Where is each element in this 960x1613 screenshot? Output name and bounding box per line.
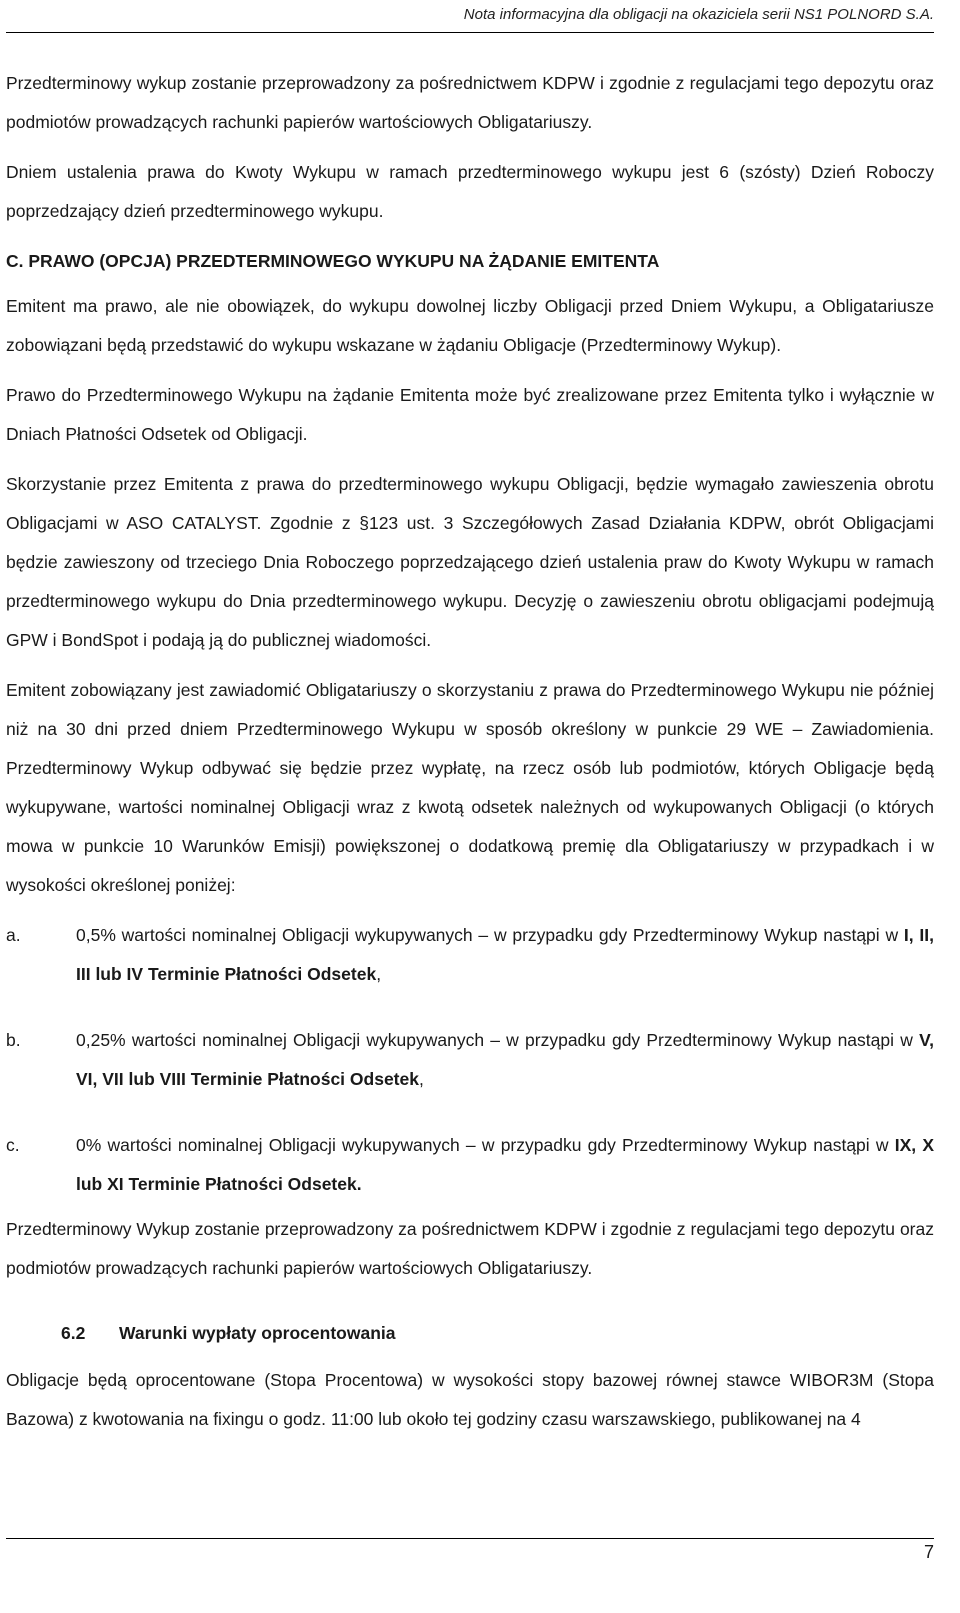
paragraph-interest-payment-days: Prawo do Przedterminowego Wykupu na żądanie Emitenta może być zrealizowane przez Emitenta tylko i wyłącznie w Dniach Płatności Odsetek od Obligacji.	[6, 385, 934, 444]
list-marker: c.	[6, 1135, 20, 1155]
list-item-tail: ,	[376, 964, 382, 984]
paragraph-early-redemption-kdpw: Przedterminowy wykup zostanie przeprowadzony za pośrednictwem KDPW i zgodnie z regulacjami tego depozytu oraz podmiotów prowadzących rachunki papierów wartościowych Obligatariuszy.	[6, 73, 934, 132]
list-marker: b.	[6, 1030, 21, 1050]
paragraph-interest-rate: Obligacje będą oprocentowane (Stopa Procentowa) w wysokości stopy bazowej równej stawce WIBOR3M (Stopa Bazowa) z kwotowania na fixingu o godz. 11:00 lub około tej godziny czasu warszawskiego, publikowanej na 4	[6, 1370, 934, 1429]
list-item-tail: ,	[418, 1069, 424, 1089]
list-item-bold: V, VI, VII lub VIII Terminie Płatności Odsetek	[76, 1030, 934, 1089]
list-item	[6, 1021, 934, 1099]
list-item-bold: I, II, III lub IV Terminie Płatności Odsetek	[76, 925, 934, 984]
list-item-bold: IX, X lub XI Terminie Płatności Odsetek.	[76, 1135, 934, 1194]
paragraph-issuer-right: Emitent ma prawo, ale nie obowiązek, do wykupu dowolnej liczby Obligacji przed Dniem Wykupu, a Obligatariusze zobowiązani będą przedstawić do wykupu wskazane w żądaniu Obligacje (Przedterminowy Wykup).	[6, 296, 934, 355]
running-header: Nota informacyjna dla obligacji na okaziciela serii NS1 POLNORD S.A.	[463, 6, 934, 23]
list-item-text: 0% wartości nominalnej Obligacji wykupywanych – w przypadku gdy Przedterminowy Wykup nastąpi w	[76, 1135, 895, 1155]
document-body	[6, 64, 934, 1450]
header-divider	[6, 32, 934, 33]
premium-list	[6, 916, 934, 1204]
list-marker: a.	[6, 925, 21, 945]
subsection-number: 6.2	[61, 1323, 86, 1343]
list-item-text: 0,5% wartości nominalnej Obligacji wykupywanych – w przypadku gdy Przedterminowy Wykup nastąpi w	[76, 925, 904, 945]
paragraph-early-redemption-kdpw-repeat: Przedterminowy Wykup zostanie przeprowadzony za pośrednictwem KDPW i zgodnie z regulacjami tego depozytu oraz podmiotów prowadzących rachunki papierów wartościowych Obligatariuszy.	[6, 1219, 934, 1278]
subsection-title: Warunki wypłaty oprocentowania	[119, 1323, 396, 1343]
list-item	[6, 1126, 934, 1204]
list-item	[6, 916, 934, 994]
page-number: 7	[923, 1542, 934, 1562]
list-item-text: 0,25% wartości nominalnej Obligacji wykupywanych – w przypadku gdy Przedterminowy Wykup nastąpi w	[76, 1030, 920, 1050]
section-heading-c: C. PRAWO (OPCJA) PRZEDTERMINOWEGO WYKUPU NA ŻĄDANIE EMITENTA	[6, 251, 660, 271]
paragraph-trading-suspension: Skorzystanie przez Emitenta z prawa do przedterminowego wykupu Obligacji, będzie wymagało zawieszenia obrotu Obligacjami w ASO CATALYST. Zgodnie z §123 ust. 3 Szczegółowych Zasad Działania KDPW, obrót Obligacjami będzie zawieszony od trzeciego Dnia Roboczego poprzedzającego dzień ustalenia praw do Kwoty Wykupu w ramach przedterminowego wykupu do Dnia przedterminowego wykupu. Decyzję o zawieszeniu obrotu obligacjami podejmują GPW i BondSpot i podają ją do publicznej wiadomości.	[6, 474, 934, 650]
paragraph-redemption-record-date: Dniem ustalenia prawa do Kwoty Wykupu w ramach przedterminowego wykupu jest 6 (szósty) Dzień Roboczy poprzedzający dzień przedterminowego wykupu.	[6, 162, 934, 221]
paragraph-notification-premium: Emitent zobowiązany jest zawiadomić Obligatariuszy o skorzystaniu z prawa do Przedterminowego Wykupu nie później niż na 30 dni przed dniem Przedterminowego Wykupu w sposób określony w punkcie 29 WE – Zawiadomienia. Przedterminowy Wykup odbywać się będzie przez wypłatę, na rzecz osób lub podmiotów, których Obligacje będą wykupywane, wartości nominalnej Obligacji wraz z kwotą odsetek należnych od wykupowanych Obligacji (o których mowa w punkcie 10 Warunków Emisji) powiększonej o dodatkową premię dla Obligatariuszy w przypadkach i w wysokości określonej poniżej:	[6, 680, 934, 895]
footer-divider	[6, 1538, 934, 1539]
subsection-heading	[6, 1314, 934, 1353]
